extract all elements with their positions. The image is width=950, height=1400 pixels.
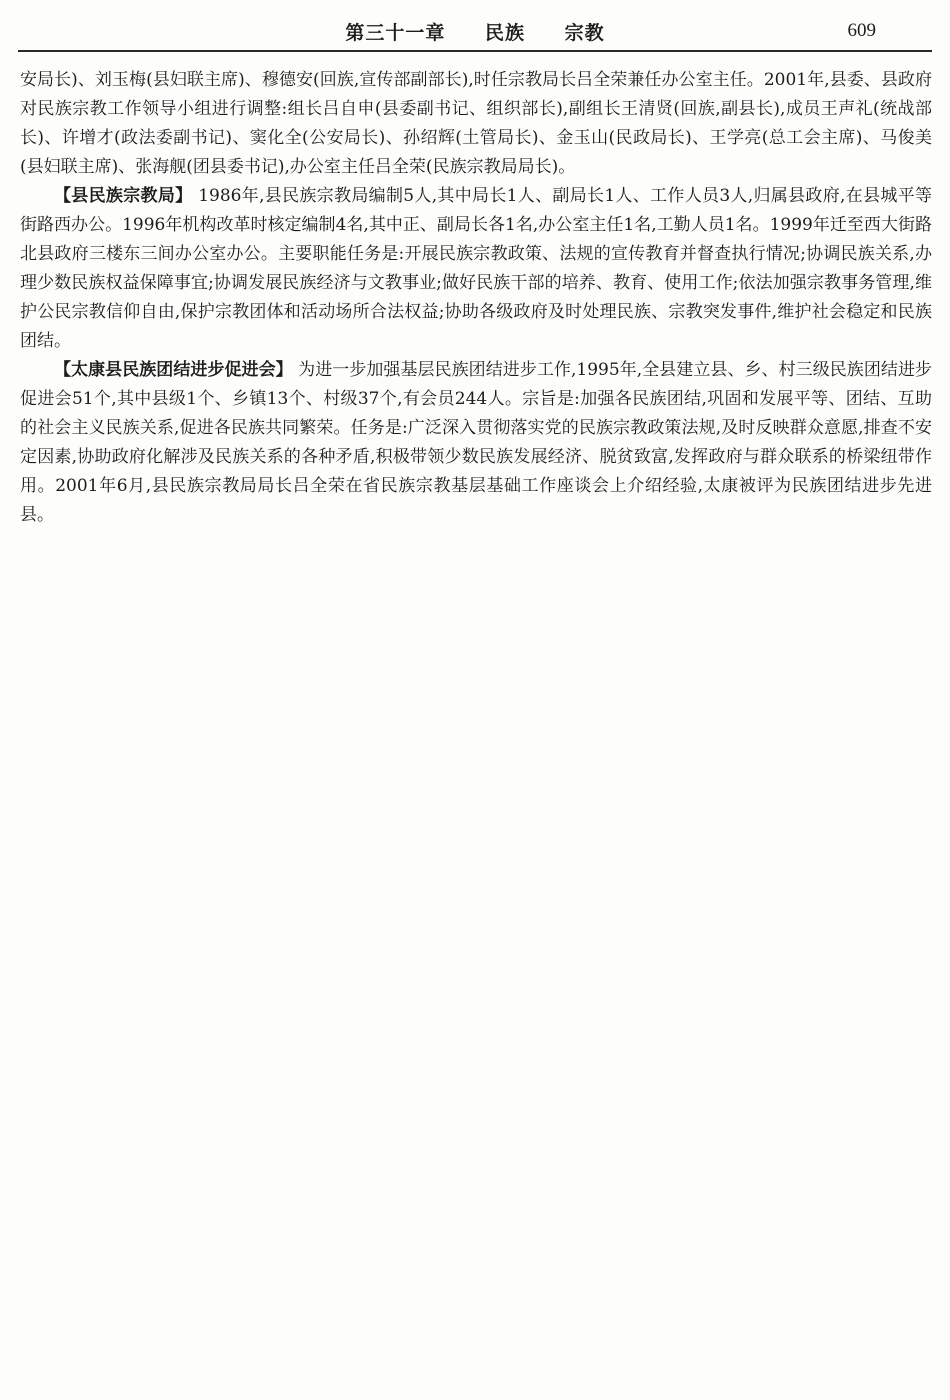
chapter-topic-ethnic: 民族: [484, 22, 525, 44]
running-header: [18, 14, 932, 52]
chapter-topic-religion: 宗教: [564, 22, 605, 44]
section-heading-association: 【太康县民族团结进步促进会】: [54, 360, 293, 380]
chapter-number: 第三十一章: [345, 22, 446, 44]
main-text: [20, 66, 932, 530]
section-body-association: 为进一步加强基层民族团结进步工作,1995年,全县建立县、乡、村三级民族团结进步促进会51个,其中县级1个、乡镇13个、村级37个,有会员244人。宗旨是:加强各民族团结,巩固和发展平等、团结、互助的社会主义民族关系,促进各民族共同繁荣。任务是:广泛深入贯彻落实党的民族宗教政策法规,及时反映群众意愿,排查不安定因素,协助政府化解涉及民族关系的各种矛盾,积极带领少数民族发展经济、脱贫致富,发挥政府与群众联系的桥梁纽带作用。2001年6月,县民族宗教局局长吕全荣在省民族宗教基层基础工作座谈会上介绍经验,太康被评为民族团结进步先进县。: [20, 360, 933, 525]
chapter-title: [18, 18, 932, 45]
section-body-bureau: 1986年,县民族宗教局编制5人,其中局长1人、副局长1人、工作人员3人,归属县政府,在县城平等街路西办公。1996年机构改革时核定编制4名,其中正、副局长各1名,办公室主任1名,工勤人员1名。1999年迁至西大街路北县政府三楼东三间办公室办公。主要职能任务是:开展民族宗教政策、法规的宣传教育并督查执行情况;协调民族关系,办理少数民族权益保障事宜;协调发展民族经济与文教事业;做好民族干部的培养、教育、使用工作;依法加强宗教事务管理,维护公民宗教信仰自由,保护宗教团体和活动场所合法权益;协助各级政府及时处理民族、宗教突发事件,维护社会稳定和民族团结。: [20, 186, 932, 351]
section-heading-bureau: 【县民族宗教局】: [54, 186, 193, 206]
page-number: 609: [847, 20, 876, 41]
paragraph-ethnic-religious-bureau: [20, 182, 932, 356]
paragraph-unity-association: [20, 356, 932, 530]
paragraph-leading-group: 安局长)、刘玉梅(县妇联主席)、穆德安(回族,宣传部副部长),时任宗教局长吕全荣兼任办公室主任。2001年,县委、县政府对民族宗教工作领导小组进行调整:组长吕自申(县委副书记、组织部长),副组长王清贤(回族,副县长),成员王声礼(统战部长)、许增才(政法委副书记)、窦化全(公安局长)、孙绍辉(土管局长)、金玉山(民政局长)、王学亮(总工会主席)、马俊美(县妇联主席)、张海舰(团县委书记),办公室主任吕全荣(民族宗教局局长)。: [20, 70, 932, 177]
